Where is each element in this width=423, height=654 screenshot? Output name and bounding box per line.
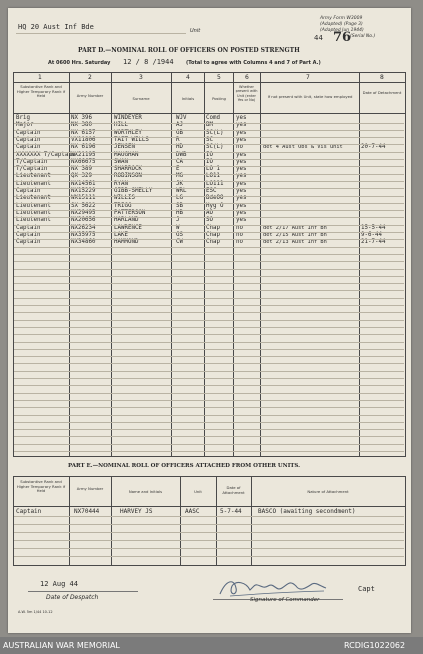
cell-rank: Lieutenant (16, 202, 51, 209)
cell-initials: E (176, 166, 180, 173)
cell-surname: SHARROCK (114, 166, 142, 173)
cell-posting: SC(L) (206, 129, 224, 136)
cell-present: yes (236, 115, 247, 121)
cell-posting: IO (206, 158, 213, 165)
cell-initials: WRL (176, 188, 187, 194)
ruled-line (14, 327, 404, 328)
cell-rank: Captain (16, 129, 41, 136)
cell-number: NX 389 (71, 166, 92, 173)
cell-present: yes (236, 195, 247, 202)
part-e-header-divider (13, 506, 405, 507)
ruled-line (14, 320, 404, 321)
col-num-6: 6 (245, 74, 249, 81)
cell-surname: TAIT WILLS (114, 136, 149, 143)
ruled-line (14, 137, 404, 138)
ruled-line (14, 247, 404, 248)
cell-number: VX11806 (71, 136, 96, 143)
cell-rank: Captain (16, 144, 41, 151)
cell-rank: Lieutenant (16, 209, 51, 216)
cell-initials: LG (176, 195, 183, 202)
e-header-unit: Unit (194, 489, 202, 494)
cell-surname: PATTERSON (114, 209, 146, 216)
cell-initials: R (176, 136, 180, 143)
col-header-posting: Posting (212, 96, 226, 101)
col-num-7: 7 (306, 74, 310, 81)
cell-rank: XXXXXXX T/Captain (16, 151, 76, 158)
cell-rank: Captain (16, 188, 41, 194)
ruled-line (14, 188, 404, 189)
cell-present: yes (236, 122, 247, 129)
cell-rank: Captain (16, 239, 41, 246)
cell-present: yes (236, 151, 247, 158)
cell-initials: CW (176, 239, 183, 246)
cell-surname: LAWRENCE (114, 224, 142, 231)
ruled-line (14, 342, 404, 343)
unit-value: HQ 20 Aust Inf Bde (18, 23, 94, 31)
cell-rank: Lieutenant (16, 173, 51, 180)
despatch-underline (28, 591, 138, 592)
form-ref-line: Army Form W3009 (320, 16, 363, 21)
col-num-8: 8 (380, 74, 384, 81)
ruled-line (14, 312, 404, 313)
e-col-divider-5 (251, 476, 252, 565)
archive-name: AUSTRALIAN WAR MEMORIAL (3, 641, 120, 650)
cell-number: WX15111 (71, 195, 96, 202)
despatch-date: 12 Aug 44 (40, 580, 78, 588)
ruled-line (14, 516, 404, 517)
serial-number: 76 (333, 30, 352, 45)
ruled-line (14, 532, 404, 533)
cell-number: NX14561 (71, 180, 96, 187)
cell-posting: LO11 (206, 173, 220, 180)
cell-initials: W (176, 224, 180, 231)
cell-number: NX35975 (71, 231, 96, 238)
e-col-divider-3 (180, 476, 181, 565)
cell-rank: Captain (16, 231, 41, 238)
form-ref-line: (Adapted Jun 1944) (320, 28, 364, 33)
cell-surname: HAMMOND (114, 239, 139, 246)
cell-present: yes (236, 209, 247, 216)
e-cell-rank: Captain (16, 508, 42, 515)
cell-initials: J (176, 217, 180, 224)
col-header-present: Whether present with Unit (enter Yes or No) (235, 85, 258, 102)
cell-surname: ROBINSON (114, 173, 142, 180)
ruled-line (14, 276, 404, 277)
serial-caption: (Serial No.) (350, 34, 376, 39)
col-header-surname: Surname (132, 96, 150, 101)
signature-rank: Capt (358, 585, 375, 593)
cell-rank: Captain (16, 136, 41, 143)
cell-rank: T/Captain (16, 158, 48, 165)
ruled-line (14, 239, 404, 240)
cell-present: yes (236, 166, 247, 173)
ruled-line (14, 363, 404, 364)
cell-number: SX 5622 (71, 202, 96, 209)
column-number-divider (13, 82, 405, 83)
col-header-number: Army Number (76, 93, 104, 98)
ruled-line (14, 283, 404, 284)
ruled-line (14, 378, 404, 379)
col-header-rank: Substantive Rank and Higher Temporary Rank if Held (16, 84, 66, 99)
cell-surname: HARLAND (114, 217, 139, 224)
ruled-line (14, 429, 404, 430)
header-divider (13, 113, 405, 114)
unit-underline (16, 33, 186, 34)
ruled-line (14, 217, 404, 218)
cell-rank: Brig (16, 115, 30, 121)
ruled-line (14, 123, 404, 124)
signature-caption: Signature of Commander (250, 597, 320, 603)
ruled-line (14, 166, 404, 167)
ruled-line (14, 524, 404, 525)
ruled-line (14, 415, 404, 416)
e-header-nature: Nature of Attachment (307, 489, 349, 494)
cell-number: NX26234 (71, 224, 96, 231)
cell-initials: GB (176, 129, 183, 136)
cell-number: NX66675 (71, 158, 96, 165)
cell-posting: IO (206, 151, 213, 158)
col-num-1: 1 (38, 74, 42, 81)
ruled-line (14, 548, 404, 549)
cell-posting: Chap (206, 239, 220, 246)
cell-present: yes (236, 180, 247, 187)
cell-number: NX 6157 (71, 129, 96, 136)
cell-posting: LO111 (206, 180, 224, 187)
part-e-title: PART E.—NOMINAL ROLL OF OFFICERS ATTACHED FROM OTHER UNITS. (68, 463, 301, 469)
cell-initials: WJV (176, 115, 187, 121)
e-header-date: Date of Attachment (222, 485, 245, 495)
cell-posting: SC(L) (206, 144, 224, 151)
col-num-4: 4 (186, 74, 190, 81)
col-num-2: 2 (88, 74, 92, 81)
cell-surname: HILL (114, 122, 128, 129)
ruled-line (14, 181, 404, 182)
cell-posting: Comd (206, 115, 220, 121)
cell-posting: SC (206, 136, 213, 143)
cell-present: no (236, 224, 243, 231)
ruled-line (14, 261, 404, 262)
ruled-line (14, 385, 404, 386)
cell-date: 20-7-44 (361, 144, 386, 151)
cell-surname: SWAN (114, 158, 128, 165)
cell-present: yes (236, 217, 247, 224)
col-header-employed: If not present with Unit, state how employed (267, 94, 353, 99)
cell-surname: TRIGG (114, 202, 132, 209)
cell-initials: DWB (176, 151, 187, 158)
ruled-line (14, 130, 404, 131)
cell-rank: T/Captain (16, 166, 48, 173)
cell-posting: Chap (206, 224, 220, 231)
ruled-line (14, 356, 404, 357)
cell-posting: AO (206, 209, 213, 216)
cell-posting: Hyg O (206, 202, 224, 209)
cell-posting: SO (206, 217, 213, 224)
cell-rank: Captain (16, 224, 41, 231)
cell-present: no (236, 144, 243, 151)
cell-rank: Lieutenant (16, 217, 51, 224)
form-ref-line: (Adapted) (Page 3) (320, 22, 363, 27)
cell-present: yes (236, 188, 247, 194)
cell-surname: GIBB-SMELLY (114, 188, 153, 194)
ruled-line (14, 400, 404, 401)
document-page (8, 8, 411, 633)
ruled-line (14, 225, 404, 226)
cell-employed: det 2/15 Aust Inf Bn (263, 231, 327, 238)
cell-posting: Chap (206, 231, 220, 238)
ruled-line (14, 556, 404, 557)
ruled-line (14, 152, 404, 153)
ruled-line (14, 196, 404, 197)
e-header-number: Army Number (76, 486, 104, 491)
cell-number: NX15229 (71, 188, 96, 194)
cell-present: yes (236, 129, 247, 136)
cell-present: yes (236, 158, 247, 165)
cell-initials: HB (176, 209, 183, 216)
ruled-line (14, 174, 404, 175)
cell-initials: AJ (176, 122, 183, 129)
ruled-line (14, 210, 404, 211)
cell-surname: JENSEN (114, 144, 135, 151)
cell-surname: WORTHLEY (114, 129, 142, 136)
page-number: 44 (314, 34, 323, 42)
ruled-line (14, 393, 404, 394)
ruled-line (14, 334, 404, 335)
cell-present: yes (236, 202, 247, 209)
ruled-line (14, 159, 404, 160)
ruled-line (14, 444, 404, 445)
ruled-line (14, 232, 404, 233)
cell-employed: det 2/13 Aust Inf Bn (263, 239, 327, 246)
ruled-line (14, 203, 404, 204)
part-d-date: 12 / 8 /1944 (123, 58, 174, 66)
cell-present: no (236, 239, 243, 246)
cell-initials: MG (176, 173, 183, 180)
part-d-subtitle-prefix: At 0600 Hrs. Saturday (48, 60, 111, 66)
cell-rank: Major (16, 122, 34, 129)
col-header-initials: Initials (181, 96, 195, 101)
cell-number: NX21195 (71, 151, 96, 158)
cell-date: 9-6-44 (361, 231, 382, 238)
cell-initials: SB (176, 202, 183, 209)
cell-number: NX 380 (71, 122, 92, 129)
unit-caption: Unit (190, 28, 201, 34)
cell-posting: LO 1 (206, 166, 220, 173)
ruled-line (14, 436, 404, 437)
cell-date: 15-5-44 (361, 224, 386, 231)
cell-posting: ESC (206, 188, 217, 194)
col-header-date: Date of Detachment (362, 90, 402, 95)
col-num-5: 5 (217, 74, 221, 81)
cell-present: no (236, 231, 243, 238)
print-code: A.W. 5m 1/44 10-12 (18, 610, 53, 614)
cell-surname: LAKE (114, 231, 128, 238)
cell-number: NX20656 (71, 217, 96, 224)
cell-rank: Lieutenant (16, 195, 51, 202)
cell-date: 21-7-44 (361, 239, 386, 246)
cell-surname: WILLIS (114, 195, 135, 202)
ruled-line (14, 290, 404, 291)
cell-present: yes (236, 136, 247, 143)
ruled-line (14, 298, 404, 299)
cell-initials: HD (176, 144, 183, 151)
cell-initials: CA (176, 158, 183, 165)
part-d-subtitle-suffix: (Total to agree with Columns 4 and 7 of Part A.) (186, 60, 321, 66)
cell-initials: JK (176, 180, 183, 187)
e-col-divider-1 (69, 476, 70, 565)
cell-surname: MAUGHAN (114, 151, 139, 158)
cell-initials: GS (176, 231, 183, 238)
part-d-title: PART D.—NOMINAL ROLL OF OFFICERS ON POSTED STRENGTH (78, 47, 300, 54)
cell-present: yes (236, 173, 247, 180)
ruled-line (14, 305, 404, 306)
e-cell-number: NX70444 (74, 508, 100, 515)
archive-id: RCDIG1022062 (344, 641, 406, 650)
e-cell-unit: AASC (185, 508, 200, 515)
ruled-line (14, 254, 404, 255)
cell-employed: det 2/17 Aust Inf Bn (263, 224, 327, 231)
cell-number: QX 329 (71, 173, 92, 180)
ruled-line (14, 349, 404, 350)
e-header-name: Name and Initials (128, 489, 163, 494)
ruled-line (14, 451, 404, 452)
cell-posting: BM (206, 122, 213, 129)
col-num-3: 3 (139, 74, 143, 81)
ruled-line (14, 540, 404, 541)
despatch-caption: Date of Despatch (46, 594, 99, 601)
e-col-divider-4 (216, 476, 217, 565)
cell-employed: det 4 Aust Obs & Vis unit (263, 144, 343, 151)
e-header-rank: Substantive Rank and Higher Temporary Rank if Held (16, 479, 66, 494)
e-cell-nature: BASCO (awaiting secondment) (258, 508, 356, 515)
e-cell-name: HARVEY JS (120, 508, 153, 515)
ruled-line (14, 407, 404, 408)
e-cell-date: 5-7-44 (220, 508, 242, 515)
ruled-line (14, 269, 404, 270)
cell-posting: BdeOO (206, 195, 224, 202)
cell-surname: RYAN (114, 180, 128, 187)
ruled-line (14, 422, 404, 423)
cell-number: NX 6196 (71, 144, 96, 151)
archive-bar (0, 637, 423, 654)
cell-number: NX 396 (71, 115, 92, 121)
cell-number: NX29495 (71, 209, 96, 216)
cell-rank: Lieutenant (16, 180, 51, 187)
cell-surname: WINDEYER (114, 115, 142, 121)
e-col-divider-2 (111, 476, 112, 565)
ruled-line (14, 371, 404, 372)
ruled-line (14, 144, 404, 145)
cell-number: NX34860 (71, 239, 96, 246)
